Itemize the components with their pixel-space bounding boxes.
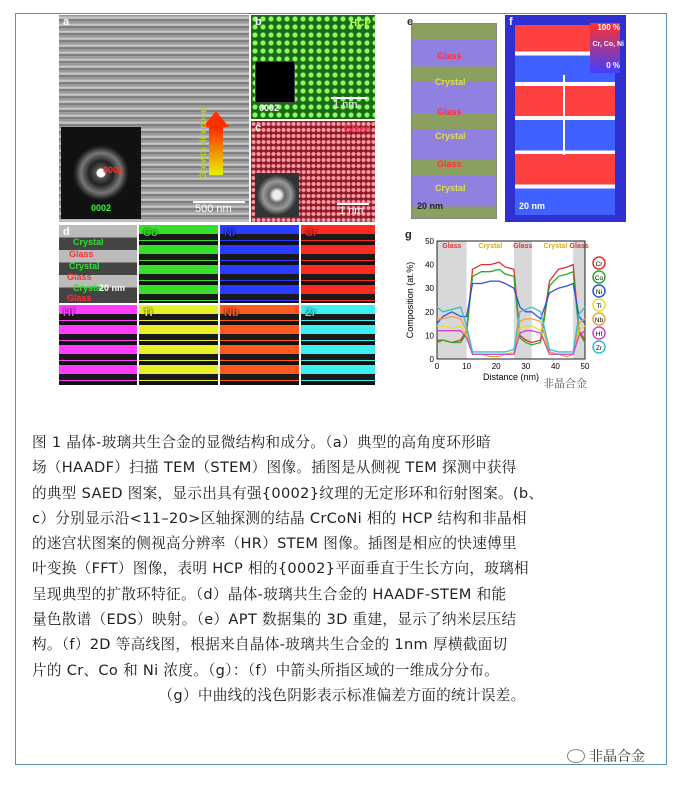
caption-line: 的迷宫状图案的侧视高分辨率（HR）STEM 图像。插图是相应的快速傅里 (32, 535, 517, 553)
d-layer-5: Crystal (73, 283, 104, 293)
e-layer-1: Glass (437, 51, 462, 61)
y-axis-label: Composition (at.%) (405, 261, 415, 339)
eds-map-ti-label: Ti (143, 307, 153, 319)
panel-b (251, 15, 375, 119)
panel-d-label: d (63, 226, 70, 238)
legend-label: Zr (595, 345, 603, 352)
f-legend-max: 100 % (597, 23, 620, 32)
figure-watermark: 非晶合金 (543, 377, 587, 390)
panel-c (251, 121, 375, 222)
saed-inset (61, 127, 141, 219)
e-layer-6: Crystal (435, 183, 466, 193)
x-tick-label: 20 (491, 362, 501, 371)
caption-line: 的典型 SAED 图案，显示出具有强{0002}纹理的无定形环和衍射图案。(b、 (32, 484, 544, 502)
caption-line: 呈现典型的扩散环特征。（d）晶体-玻璃共生合金的 HAADF-STEM 和能 (32, 585, 507, 603)
figure-composite (59, 15, 626, 395)
eds-map-nb (220, 305, 299, 385)
eds-map-hf (59, 305, 137, 385)
eds-map-ni (220, 225, 299, 303)
y-tick-label: 20 (425, 307, 434, 317)
d-layer-6: Glass (67, 293, 92, 303)
fft-inset-c (255, 173, 299, 217)
e-layer-2: Crystal (435, 77, 466, 87)
saed-index-lower: 0002 (91, 203, 112, 213)
e-layer-5: Glass (437, 159, 462, 169)
x-axis-label: Distance (nm) (482, 372, 540, 382)
composition-profile-chart (403, 227, 626, 395)
growth-direction-arrow (209, 125, 223, 175)
panel-a-scale-bar (193, 201, 245, 203)
x-tick-label: 50 (580, 362, 590, 371)
eds-map-zr (301, 305, 375, 385)
watermark-bottom (567, 746, 645, 766)
panel-f (505, 15, 626, 222)
x-tick-label: 0 (434, 362, 440, 371)
panel-g (403, 227, 626, 395)
panel-b-inset-index: 0002 (259, 103, 280, 113)
profile-arrow (563, 75, 565, 155)
panel-c-scale-bar (337, 203, 369, 205)
eds-map-cr (301, 225, 375, 303)
region-label: Glass (442, 243, 462, 250)
growth-direction-text: Growth direction (198, 107, 208, 179)
panel-a-label: a (63, 16, 70, 28)
eds-map-hf-label: Hf (63, 307, 75, 319)
y-tick-label: 10 (425, 331, 434, 341)
panel-f-label: f (509, 16, 513, 28)
panel-e-scale: 20 nm (417, 201, 444, 211)
d-layer-3: Crystal (69, 261, 100, 271)
caption-line: 叶变换（FFT）图像，表明 HCP 相的{0002}平面垂直于生长方向，玻璃相 (32, 560, 529, 578)
legend-label: Co (594, 275, 604, 282)
figure-caption (32, 430, 652, 708)
caption-line: （g）中曲线的浅色阴影表示标准偏差方面的统计误差。 (158, 686, 526, 704)
f-legend-min: 0 % (606, 61, 620, 70)
panel-b-scale-bar (331, 97, 367, 99)
eds-map-cr-label: Cr (305, 227, 318, 239)
panel-f-scale: 20 nm (519, 201, 546, 211)
x-tick-label: 40 (550, 362, 560, 371)
x-tick-label: 30 (521, 362, 531, 371)
region-label: Crystal (543, 243, 568, 250)
region-label: Glass (569, 243, 589, 250)
eds-map-ti (139, 305, 218, 385)
caption-line: c）分别显示沿<11–20>区轴探测的结晶 CrCoNi 相的 HCP 结构和非晶相 (32, 509, 527, 527)
eds-map-ni-label: Ni (224, 227, 235, 239)
eds-map-zr-label: Zr (305, 307, 316, 319)
d-layer-1: Crystal (73, 237, 104, 247)
x-tick-label: 10 (462, 362, 472, 371)
region-label: Crystal (478, 243, 503, 250)
panel-a (59, 15, 249, 222)
legend-label: Hf (595, 331, 603, 338)
panel-e (403, 15, 503, 222)
panel-b-phase: HCP (349, 18, 371, 29)
d-layer-2: Glass (69, 249, 94, 259)
panel-e-label: e (407, 16, 414, 28)
caption-line: 片的 Cr、Co 和 Ni 浓度。（g）：（f）中箭头所指区域的一维成分分布。 (32, 661, 500, 679)
legend-label: Cr (595, 261, 603, 268)
d-layer-4: Glass (67, 272, 92, 282)
panel-a-scale: 500 nm (195, 203, 232, 215)
y-tick-label: 30 (425, 284, 434, 294)
panel-c-label: c (255, 122, 262, 134)
y-tick-label: 50 (425, 237, 434, 246)
panel-b-scale: 1 nm (333, 99, 358, 111)
eds-map-co-label: Co (143, 227, 158, 239)
fft-inset-b (255, 61, 295, 103)
panel-c-scale: 1 nm (339, 205, 364, 217)
caption-line: 图 1 晶体-玻璃共生合金的显微结构和成分。（a）典型的高角度环形暗 (32, 434, 491, 451)
eds-map-co (139, 225, 218, 303)
panel-d-scale: 20 nm (99, 283, 126, 293)
panel-g-label: g (405, 229, 412, 241)
panel-d (59, 225, 137, 303)
legend-label: Ti (596, 303, 602, 310)
caption-line: 构。（f）2D 等高线图，根据来自晶体-玻璃共生合金的 1nm 厚横截面切 (32, 636, 508, 654)
y-tick-label: 40 (425, 260, 434, 270)
f-legend-elements: Cr, Co, Ni (592, 41, 624, 48)
saed-index-upper: 0002 (103, 165, 124, 175)
e-layer-4: Crystal (435, 131, 466, 141)
wechat-icon (567, 749, 585, 763)
eds-map-nb-label: Nb (224, 307, 239, 319)
caption-line: 量色散谱（EDS）映射。（e）APT 数据集的 3D 重建，显示了纳米层压结 (32, 611, 517, 629)
e-layer-3: Glass (437, 107, 462, 117)
panel-b-label: b (255, 16, 262, 28)
region-label: Glass (513, 243, 533, 250)
legend-label: Ni (595, 289, 603, 296)
caption-line: 场（HAADF）扫描 TEM（STEM）图像。插图是从侧视 TEM 探测中获得 (32, 459, 517, 477)
legend-label: Nb (594, 317, 604, 324)
panel-c-phase: Glass (343, 124, 371, 135)
y-tick-label: 0 (429, 355, 434, 364)
watermark-bottom-text: 非晶合金 (589, 749, 645, 765)
